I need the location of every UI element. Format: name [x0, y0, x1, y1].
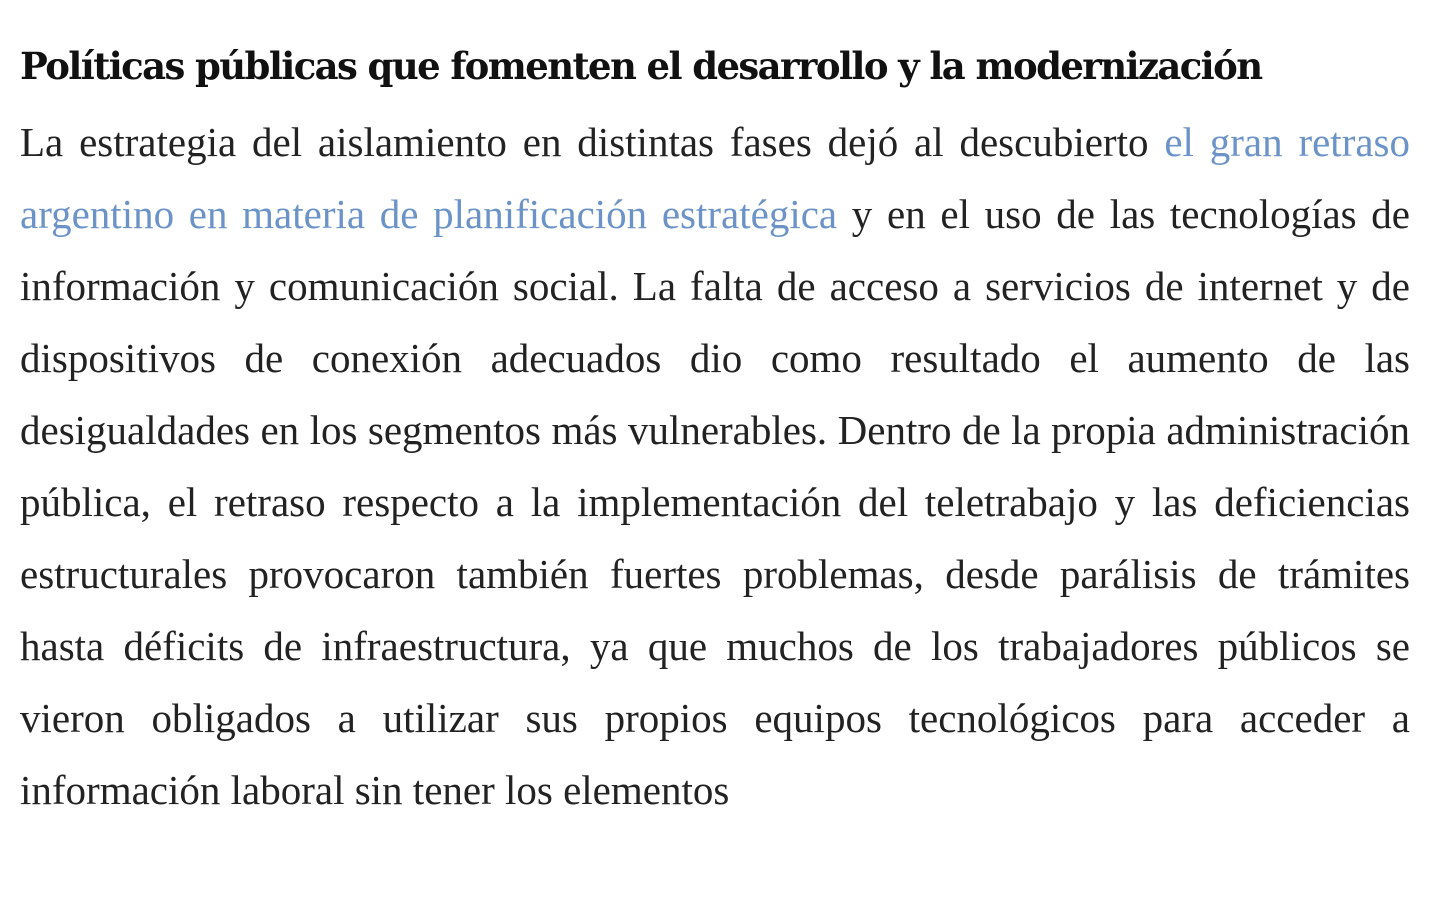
article-paragraph [20, 106, 1410, 826]
article-section [20, 38, 1410, 826]
section-heading: Políticas públicas que fomenten el desarrollo y la modernización [20, 44, 1262, 88]
paragraph-text-after-link: y en el uso de las tecnologías de información y comunicación social. La falta de acceso a servicios de internet y de dispositivos de conexión adecuados dio como resultado el aumento de las desigualdades en los segmentos más vulnerables. Dentro de la propia administración pública, el retraso respecto a la implementación del teletrabajo y las deficiencias estructurales provocaron también fuertes problemas, desde parálisis de trámites hasta déficits de infraestructura, ya que muchos de los trabajadores públicos se vieron obligados a utilizar sus propios equipos tecnológicos para acceder a información laboral sin tener los elementos [20, 191, 1411, 813]
paragraph-text-before-link: La estrategia del aislamiento en distintas fases dejó al descubierto [20, 119, 1165, 165]
planificacion-estrategica-link[interactable]: el gran retraso argentino en materia de planificación estratégica [20, 119, 1410, 237]
